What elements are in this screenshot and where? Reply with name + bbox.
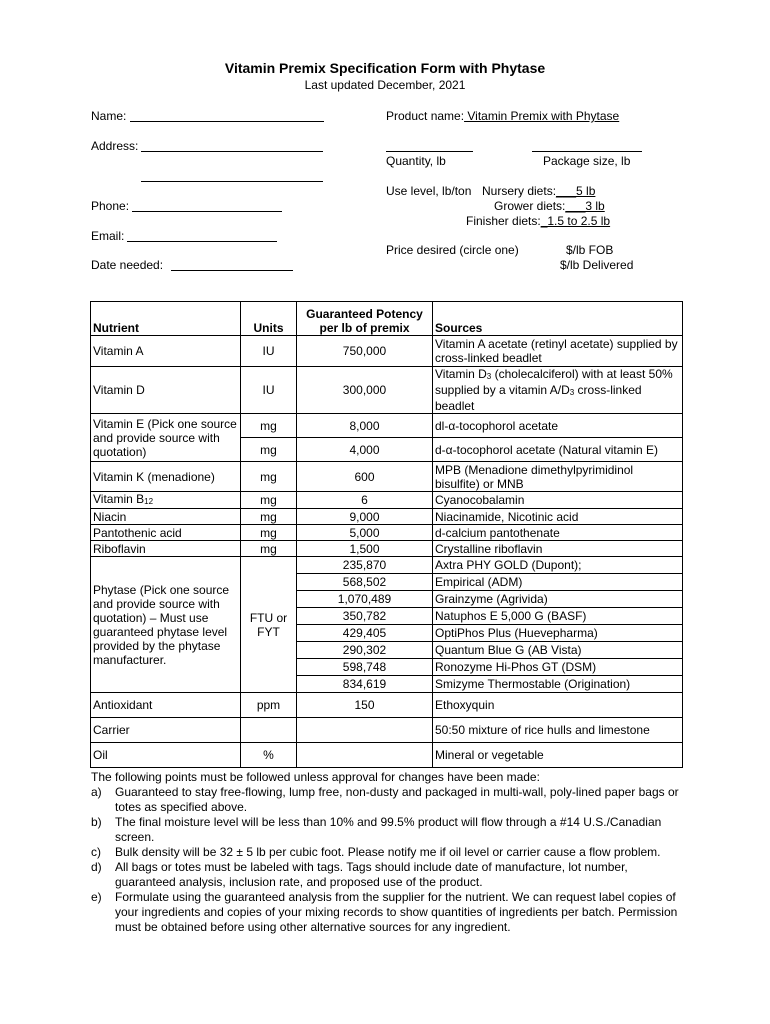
nutrient-cell [91,492,241,509]
use-level-label: Use level, lb/ton [386,184,472,198]
units-cell: IU [241,336,297,367]
nursery-row [482,184,595,198]
potency-cell: 429,405 [297,625,433,642]
nutrient-cell: Vitamin E (Pick one source and provide source with quotation) [91,414,241,462]
table-row [91,525,683,541]
potency-cell: 1,070,489 [297,591,433,608]
note-text: All bags or totes must be labeled with tags. Tags should include date of manufacture, lot number, guaranteed analysis, inclusion rate, and proposed use of the product. [115,860,628,889]
note-text: Guaranteed to stay free-flowing, lump free, non-dusty and packaged in multi-wall, poly-lined paper bags or totes as specified above. [115,785,679,814]
email-label: Email: [91,229,125,243]
table-row [91,414,683,438]
last-updated: Last updated December, 2021 [304,78,466,92]
address-field[interactable] [141,151,323,152]
table-row [91,718,683,743]
nutrient-cell: Vitamin D [91,367,241,414]
notes-intro: The following points must be followed unless approval for changes have been made: [91,770,540,784]
date-needed-label: Date needed: [91,258,164,272]
table-header-row [91,302,683,336]
source-cell: Crystalline riboflavin [433,541,683,557]
page-title: Vitamin Premix Specification Form with Phytase [224,60,546,76]
units-cell: mg [241,438,297,462]
source-cell: Quantum Blue G (AB Vista) [433,642,683,659]
source-cell: Ethoxyquin [433,693,683,718]
nutrient-cell: Carrier [91,718,241,743]
note-label: a) [91,785,102,799]
units-cell: mg [241,525,297,541]
units-cell: mg [241,414,297,438]
header-sources: Sources [433,302,683,336]
quantity-label: Quantity, lb [386,154,446,168]
subscript: 3 [486,372,492,381]
potency-cell[interactable] [297,718,433,743]
name-field[interactable] [130,121,324,122]
grower-value[interactable]: ___3 lb [565,199,605,213]
specification-table [90,301,683,768]
nutrient-cell: Antioxidant [91,693,241,718]
note-label: e) [91,890,102,904]
source-cell: MPB (Menadione dimethylpyrimidinol bisulfite) or MNB [433,462,683,492]
finisher-value[interactable]: _1.5 to 2.5 lb [540,214,611,228]
source-cell: Cyanocobalamin [433,492,683,509]
subscript: 12 [144,497,154,506]
source-cell [433,367,683,414]
source-cell: Natuphos E 5,000 G (BASF) [433,608,683,625]
source-cell: 50:50 mixture of rice hulls and limestone [433,718,683,743]
source-cell: Empirical (ADM) [433,574,683,591]
note-label: d) [91,860,102,874]
header-potency: Guaranteed Potency per lb of premix [297,302,433,336]
note-text: The final moisture level will be less than 10% and 99.5% product will flow through a #14 U.S./Canadian screen. [115,815,662,844]
source-cell: Axtra PHY GOLD (Dupont); [433,557,683,574]
header-units: Units [241,302,297,336]
units-cell: mg [241,509,297,525]
potency-cell: 290,302 [297,642,433,659]
potency-cell: 834,619 [297,676,433,693]
note-item [91,815,681,845]
nursery-value[interactable]: ___5 lb [556,184,596,198]
phone-label: Phone: [91,199,130,213]
table-row [91,541,683,557]
source-cell: d-calcium pantothenate [433,525,683,541]
subscript: 3 [569,388,575,397]
name-label: Name: [91,109,127,123]
note-item [91,890,681,935]
note-item [91,845,681,860]
grower-label: Grower diets: [494,199,566,213]
product-name-value[interactable]: Vitamin Premix with Phytase [464,109,620,123]
potency-cell: 8,000 [297,414,433,438]
units-cell: mg [241,492,297,509]
table-row [91,492,683,509]
table-row [91,462,683,492]
units-cell: FTU or FYT [241,557,297,693]
price-delivered-option[interactable]: $/lb Delivered [560,258,634,272]
note-text: Formulate using the guaranteed analysis from the supplier for the nutrient. We can request label copies of your ingredients and copies of your mixing records to show quantities of ingredients per batch. Permission must be obtained before using other alternative sources for any ingredient. [115,890,678,934]
table-row [91,557,683,574]
address-field-line2[interactable] [141,181,323,182]
units-cell: IU [241,367,297,414]
price-fob-option[interactable]: $/lb FOB [566,243,614,257]
finisher-label: Finisher diets: [466,214,541,228]
email-field[interactable] [127,241,277,242]
grower-row [494,199,605,213]
potency-cell: 5,000 [297,525,433,541]
potency-cell: 300,000 [297,367,433,414]
potency-cell: 1,500 [297,541,433,557]
potency-cell: 9,000 [297,509,433,525]
source-text: (cholecalciferol) with at least 50% supplied by a vitamin A/D [435,367,673,397]
potency-cell[interactable] [297,743,433,768]
units-cell: mg [241,541,297,557]
date-needed-field[interactable] [171,270,293,271]
nutrient-cell: Riboflavin [91,541,241,557]
note-label: c) [91,845,101,859]
table-row [91,693,683,718]
table-row [91,509,683,525]
source-cell: Smizyme Thermostable (Origination) [433,676,683,693]
potency-cell: 6 [297,492,433,509]
source-cell: d-α-tocophorol acetate (Natural vitamin E) [433,438,683,462]
source-text: cross-linked beadlet [435,383,642,413]
note-text: Bulk density will be 32 ± 5 lb per cubic foot. Please notify me if oil level or carrier cause a flow problem. [115,845,661,859]
units-cell: ppm [241,693,297,718]
source-cell: Niacinamide, Nicotinic acid [433,509,683,525]
source-cell: Ronozyme Hi-Phos GT (DSM) [433,659,683,676]
units-cell: % [241,743,297,768]
potency-cell: 4,000 [297,438,433,462]
package-size-label: Package size, lb [543,154,631,168]
nutrient-cell: Vitamin K (menadione) [91,462,241,492]
note-item [91,785,681,815]
nutrient-cell: Vitamin A [91,336,241,367]
quantity-field[interactable] [386,151,473,152]
table-row [91,743,683,768]
address-label: Address: [91,139,139,153]
potency-cell: 598,748 [297,659,433,676]
product-name-row [386,109,619,123]
source-text: Vitamin D [435,367,487,381]
units-cell[interactable] [241,718,297,743]
source-cell: dl-α-tocophorol acetate [433,414,683,438]
potency-cell: 568,502 [297,574,433,591]
note-label: b) [91,815,102,829]
potency-cell: 350,782 [297,608,433,625]
nutrient-cell: Pantothenic acid [91,525,241,541]
source-cell: Grainzyme (Agrivida) [433,591,683,608]
header-nutrient: Nutrient [91,302,241,336]
units-cell: mg [241,462,297,492]
potency-cell: 600 [297,462,433,492]
phone-field[interactable] [132,211,282,212]
requirements-notes [91,770,681,935]
nutrient-cell: Phytase (Pick one source and provide source with quotation) – Must use guaranteed phytase level provided by the phytase manufacturer. [91,557,241,693]
product-name-label: Product name: [386,109,465,123]
potency-cell: 150 [297,693,433,718]
nursery-label: Nursery diets: [482,184,557,198]
source-cell: Vitamin A acetate (retinyl acetate) supplied by cross-linked beadlet [433,336,683,367]
table-row [91,367,683,414]
table-row [91,336,683,367]
nutrient-cell: Oil [91,743,241,768]
package-size-field[interactable] [532,151,642,152]
nutrient-cell: Niacin [91,509,241,525]
potency-cell: 750,000 [297,336,433,367]
potency-cell: 235,870 [297,557,433,574]
note-item [91,860,681,890]
price-label: Price desired (circle one) [386,243,519,257]
source-cell: OptiPhos Plus (Huevepharma) [433,625,683,642]
finisher-row [466,214,610,228]
nutrient-text: Vitamin B [93,492,145,506]
source-cell: Mineral or vegetable [433,743,683,768]
